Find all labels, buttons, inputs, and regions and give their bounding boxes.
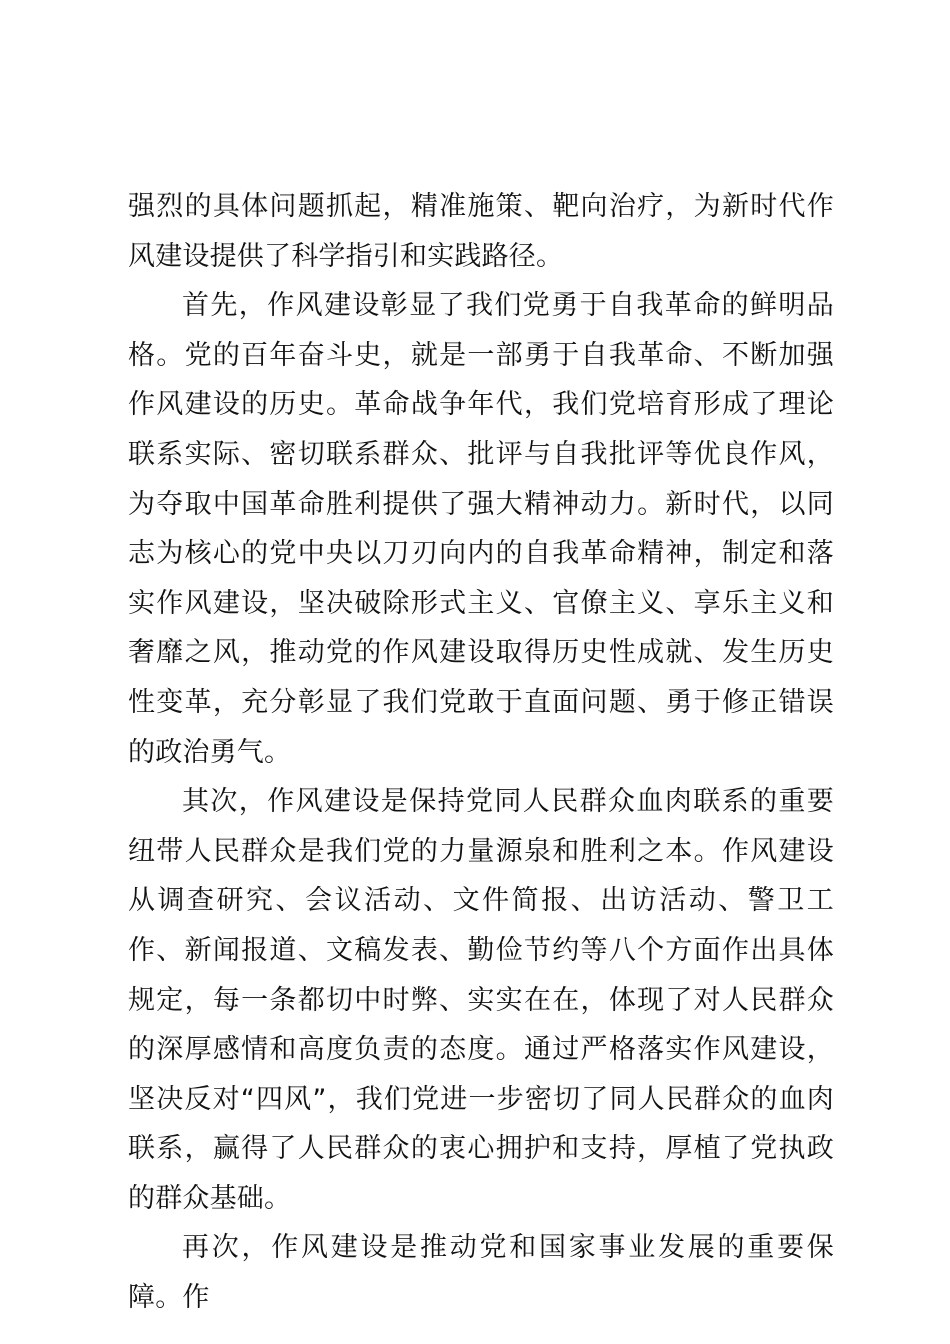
document-body bbox=[128, 182, 834, 1323]
paragraph-first: 首先，作风建设彰显了我们党勇于自我革命的鲜明品格。党的百年奋斗史，就是一部勇于自我革命、不断加强作风建设的历史。革命战争年代，我们党培育形成了理论联系实际、密切联系群众、批评与自我批评等优良作风，为夺取中国革命胜利提供了强大精神动力。新时代，以同志为核心的党中央以刀刃向内的自我革命精神，制定和落实作风建设，坚决破除形式主义、官僚主义、享乐主义和奢靡之风，推动党的作风建设取得历史性成就、发生历史性变革，充分彰显了我们党敢于直面问题、勇于修正错误的政治勇气。 bbox=[128, 290, 834, 768]
paragraph-second: 其次，作风建设是保持党同人民群众血肉联系的重要纽带人民群众是我们党的力量源泉和胜利之本。作风建设从调查研究、会议活动、文件简报、出访活动、警卫工作、新闻报道、文稿发表、勤俭节约等八个方面作出具体规定，每一条都切中时弊、实实在在，体现了对人民群众的深厚感情和高度负责的态度。通过严格落实作风建设，坚决反对“四风”，我们党进一步密切了同人民群众的血肉联系，赢得了人民群众的衷心拥护和支持，厚植了党执政的群众基础。 bbox=[128, 786, 834, 1214]
paragraph-third: 再次，作风建设是推动党和国家事业发展的重要保障。作 bbox=[128, 1232, 834, 1314]
paragraph-continuation: 强烈的具体问题抓起，精准施策、靶向治疗，为新时代作风建设提供了科学指引和实践路径。 bbox=[128, 191, 834, 272]
